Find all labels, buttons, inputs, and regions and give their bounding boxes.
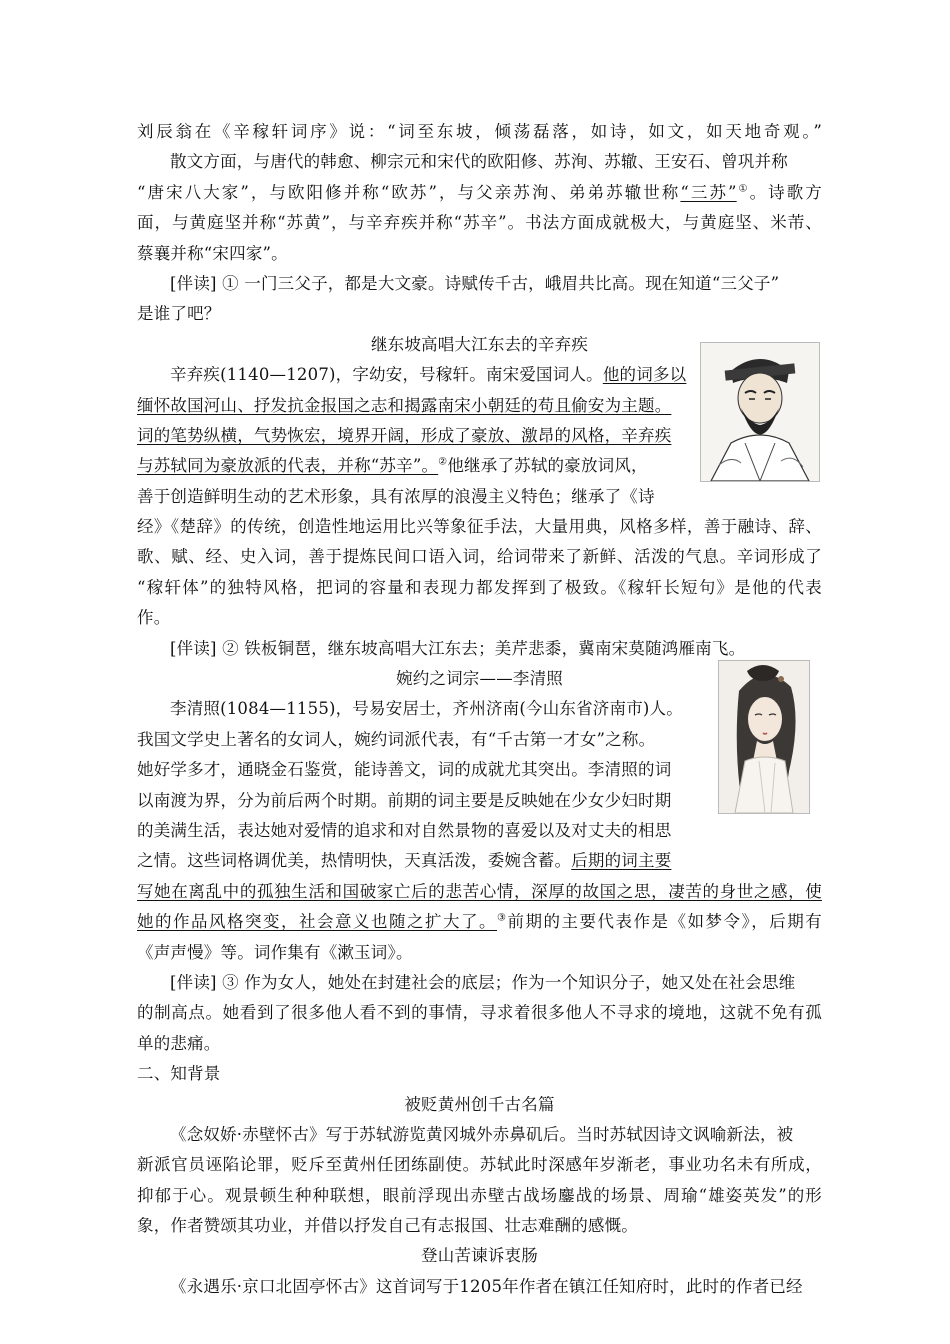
text-line: 的制高点。她看到了很多他人看不到的事情，寻求着很多他人不寻求的境地，这就不免有孤 [137, 1003, 822, 1023]
footnote-marker: ③ [497, 912, 508, 924]
text-line: 蔡襄并称“宋四家”。 [137, 243, 288, 263]
text-line: 作。 [137, 608, 171, 628]
text-line: 李清照(1084—1155)，号易安居士，齐州济南(今山东省济南市)人。 [170, 699, 683, 719]
text-line: 歌、赋、经、史入词，善于提炼民间口语入词，给词带来了新鲜、活泼的气息。辛词形成了 [137, 547, 822, 567]
text-line: “唐宋八大家”，与欧阳修并称“欧苏”，与父亲苏洵、弟弟苏辙世称“三苏”①。诗歌方 [137, 182, 822, 202]
text-line [137, 391, 677, 421]
section-heading: 婉约之词宗——李清照 [396, 669, 563, 689]
text-line: 《永遇乐·京口北固亭怀古》这首词写于1205年作者在镇江任知府时，此时的作者已经 [170, 1276, 803, 1296]
reading-note: [伴读] ② 铁板铜琶，继东坡高唱大江东去；美芹悲黍，冀南宋莫随鸿雁南飞。 [170, 638, 746, 658]
text-line: 面，与黄庭坚并称“苏黄”，与辛弃疾并称“苏辛”。书法方面成就极大，与黄庭坚、米芾、 [137, 213, 822, 233]
section-heading: 继东坡高唱大江东去的辛弃疾 [370, 334, 589, 354]
text-line: 抑郁于心。观景顿生种种联想，眼前浮现出赤壁古战场鏖战的场景、周瑜“雄姿英发”的形 [137, 1185, 822, 1205]
text-line: 我国文学史上著名的女词人，婉约词派代表，有“千古第一才女”之称。 [137, 729, 656, 749]
reading-note: [伴读] ① 一门三父子，都是大文豪。诗赋传千古，峨眉共比高。现在知道“三父子” [170, 273, 780, 293]
text-line: 以南渡为界，分为前后两个时期。前期的词主要是反映她在少女少妇时期 [137, 790, 672, 810]
text-line [137, 421, 677, 451]
footnote-marker: ② [438, 456, 448, 468]
text-line: 辛弃疾(1140—1207)，字幼安，号稼轩。南宋爱国词人。他的词多以 [170, 365, 687, 385]
text-line: 散文方面，与唐代的韩愈、柳宗元和宋代的欧阳修、苏洵、苏辙、王安石、曾巩并称 [170, 152, 788, 172]
underlined-text: 缅怀故国河山、抒发抗金报国之志和揭露南宋小朝廷的苟且偷安为主题。 [137, 395, 672, 415]
text-line: 与苏轼同为豪放派的代表，并称“苏辛”。②他继承了苏轼的豪放词风， [137, 456, 648, 476]
li-qingzhao-portrait-image [718, 660, 810, 814]
text-line: 是谁了吧？ [137, 304, 221, 324]
underlined-text: 她的作品风格突变，社会意义也随之扩大了。 [137, 912, 498, 932]
text-line: 新派官员诬陷论罪，贬斥至黄州任团练副使。苏轼此时深感年岁渐老，事业功名未有所成， [137, 1155, 822, 1175]
text-line: “稼轩体”的独特风格，把词的容量和表现力都发挥到了极致。《稼轩长短句》是他的代表 [137, 577, 822, 597]
footnote-marker: ① [736, 183, 750, 195]
text-line: 《念奴娇·赤壁怀古》写于苏轼游览黄冈城外赤鼻矶后。当时苏轼因诗文讽喻新法，被 [170, 1124, 794, 1144]
text-line [137, 877, 822, 907]
underlined-text: 他的词多以 [602, 365, 687, 385]
section-heading: 被贬黄州创千古名篇 [404, 1094, 555, 1114]
text-line: 之情。这些词格调优美，热情明快，天真活泼，委婉含蓄。后期的词主要 [137, 851, 672, 871]
xin-qiji-portrait-image [700, 342, 820, 482]
underlined-text: 后期的词主要 [571, 851, 672, 871]
underlined-text: 词的笔势纵横，气势恢宏，境界开阔，形成了豪放、激昂的风格，辛弃疾 [137, 425, 672, 445]
text-line: 象，作者赞颂其功业，并借以抒发自己有志报国、壮志难酬的感慨。 [137, 1216, 638, 1236]
text-line: 经》《楚辞》的传统，创造性地运用比兴等象征手法，大量用典，风格多样，善于融诗、辞、 [137, 517, 822, 537]
text-line: 单的悲痛。 [137, 1033, 221, 1053]
text-line: 善于创造鲜明生动的艺术形象，具有浓厚的浪漫主义特色；继承了《诗 [137, 486, 655, 506]
underlined-text: 与苏轼同为豪放派的代表，并称“苏辛”。 [137, 456, 439, 476]
text-line: 她好学多才，通晓金石鉴赏，能诗善文，词的成就尤其突出。李清照的词 [137, 760, 672, 780]
underlined-text: “三苏” [680, 182, 737, 202]
underlined-text: 写她在离乱中的孤独生活和国破家亡后的悲苦心情，深厚的故国之思，凄苦的身世之感，使 [137, 881, 822, 901]
text-line: 她的作品风格突变，社会意义也随之扩大了。③前期的主要代表作是《如梦令》，后期有 [137, 912, 822, 932]
reading-note: [伴读] ③ 作为女人，她处在封建社会的底层；作为一个知识分子，她又处在社会思维 [170, 972, 796, 992]
text-line: 的美满生活，表达她对爱情的追求和对自然景物的喜爱以及对丈夫的相思 [137, 820, 672, 840]
text-line: 刘辰翁在《辛稼轩词序》说：“词至东坡，倾荡磊落，如诗，如文，如天地奇观。” [137, 122, 822, 141]
section-title: 二、知背景 [137, 1064, 221, 1084]
text-line: 《声声慢》等。词作集有《漱玉词》。 [137, 942, 413, 962]
section-heading: 登山苦谏诉衷肠 [421, 1246, 538, 1266]
